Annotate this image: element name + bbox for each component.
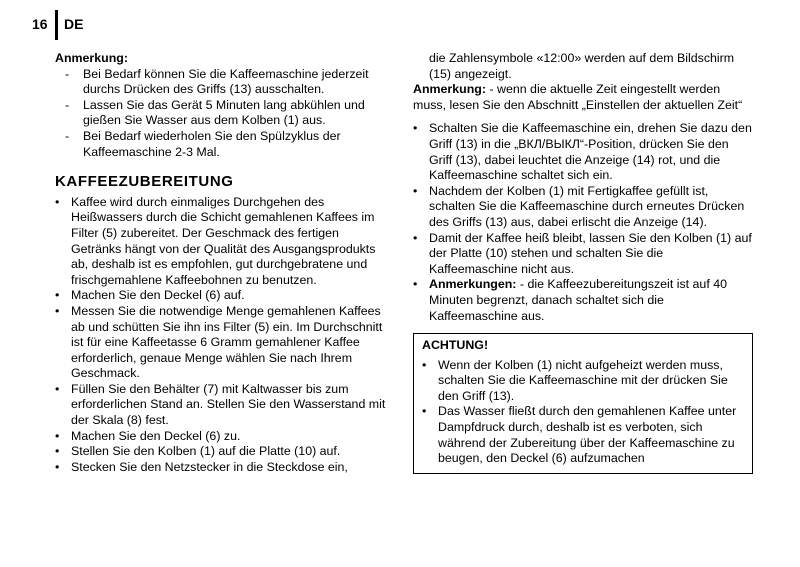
- list-item: • Machen Sie den Deckel (6) auf.: [55, 288, 245, 303]
- page-number: 16: [32, 16, 48, 32]
- bullet-marker: •: [55, 428, 60, 443]
- list-item: - Lassen Sie das Gerät 5 Minuten lang abkühlen und gießen Sie Wasser aus dem Kolben (1) aus.: [65, 97, 365, 128]
- list-item: • Wenn der Kolben (1) nicht aufgeheizt werden muss, schalten Sie die Kaffeemaschine mit der drücken Sie den Griff (13).: [422, 357, 728, 403]
- dash-marker: -: [65, 66, 70, 81]
- bullet-marker: •: [413, 230, 418, 245]
- list-item: - Bei Bedarf können Sie die Kaffeemaschine jederzeit durchs Drücken des Griffs (13) ausschalten.: [65, 66, 369, 97]
- header-divider: [55, 10, 58, 40]
- bullet-marker: •: [55, 381, 60, 396]
- note-paragraph: [413, 82, 753, 113]
- list-item: • Kaffee wird durch einmaliges Durchgehen des Heißwassers durch die Schicht gemahlenen Kaffees im Filter (5) zubereitet. Der Geschmack des fertigen Getränks hängt von der Qualität des Ausgangsprodukts ab, deshalb ist es empfohlen, gut durchgebratene und frischgemahlene Kaffeebohnen zu benutzen.: [55, 194, 376, 287]
- instruction-list: [413, 121, 753, 324]
- list-item: • Schalten Sie die Kaffeemaschine ein, drehen Sie dazu den Griff (13) in die „ВКЛ/ВЫКЛ“-Position, drücken Sie den Griff (13), dabei leuchtet die Anzeige (14) rot, und die Kaffeemaschine schaltet sich ein.: [413, 121, 752, 183]
- bullet-marker: •: [422, 357, 427, 372]
- bullet-marker: •: [55, 303, 60, 318]
- section-title: KAFFEEZUBEREITUNG: [55, 173, 234, 191]
- bullet-marker: •: [55, 194, 60, 209]
- list-item: • Messen Sie die notwendige Menge gemahlenen Kaffees ab und schütten Sie ihn ins Filter (5) ein. Im Durchschnitt ist für eine Kaffeetasse 6 Gramm gemahlener Kaffee erforderlich, genaue Menge wählen Sie nach Ihrem Geschmack.: [55, 303, 383, 381]
- warning-title: ACHTUNG!: [422, 338, 489, 353]
- bullet-marker: •: [55, 444, 60, 459]
- remarks-label: Anmerkungen:: [429, 277, 517, 292]
- list-item: • Nachdem der Kolben (1) mit Fertigkaffee gefüllt ist, schalten Sie die Kaffeemaschine durch erneutes Drücken des Griffs (13) aus, dabei erlischt die Anzeige (14).: [413, 183, 745, 229]
- continuation-text: die Zahlensymbole «12:00» werden auf dem Bildschirm (15) angezeigt.: [429, 51, 735, 81]
- dash-marker: -: [65, 128, 70, 143]
- list-item: • Das Wasser fließt durch den gemahlenen Kaffee unter Dampfdruck durch, deshalb ist es verboten, sich während der Zubereitung über der Kaffeemaschine zu beugen, den Deckel (6) aufzumachen: [422, 404, 737, 466]
- language-code: DE: [64, 16, 84, 32]
- list-item: [413, 277, 753, 324]
- right-column: [413, 51, 753, 474]
- left-column: [55, 51, 390, 475]
- note-label: Anmerkung:: [413, 82, 486, 97]
- note-list: [55, 67, 390, 161]
- dash-marker: -: [65, 97, 70, 112]
- list-item: • Damit der Kaffee heiß bleibt, lassen Sie den Kolben (1) auf der Platte (10) stehen und schalten Sie die Kaffeemaschine nicht aus.: [413, 230, 752, 276]
- bullet-marker: •: [413, 183, 418, 198]
- remarks-text: - die Kaffeezubereitungszeit ist auf 40 Minuten begrenzt, danach schaltet sich die Kaffeemaschine aus.: [429, 277, 727, 323]
- bullet-marker: •: [422, 404, 427, 419]
- warning-box: [413, 333, 753, 474]
- note-text: - wenn die aktuelle Zeit eingestellt werden muss, lesen Sie den Abschnitt „Einstellen der aktuellen Zeit“: [413, 82, 743, 112]
- bullet-marker: •: [413, 277, 418, 292]
- list-item: • Stecken Sie den Netzstecker in die Steckdose ein,: [55, 459, 348, 474]
- list-item: - Bei Bedarf wiederholen Sie den Spülzyklus der Kaffeemaschine 2-3 Mal.: [65, 128, 341, 159]
- instruction-list: [55, 195, 390, 476]
- bullet-marker: •: [55, 459, 60, 474]
- list-item: • Machen Sie den Deckel (6) zu.: [55, 428, 241, 443]
- note-title: Anmerkung:: [55, 51, 128, 65]
- bullet-marker: •: [413, 121, 418, 136]
- warning-list: [422, 358, 744, 467]
- bullet-marker: •: [55, 288, 60, 303]
- list-item: • Stellen Sie den Kolben (1) auf die Platte (10) auf.: [55, 444, 341, 459]
- list-item: • Füllen Sie den Behälter (7) mit Kaltwasser bis zum erforderlichen Stand an. Stellen Sie den Wasserstand mit der Skala (8) fest.: [55, 381, 386, 428]
